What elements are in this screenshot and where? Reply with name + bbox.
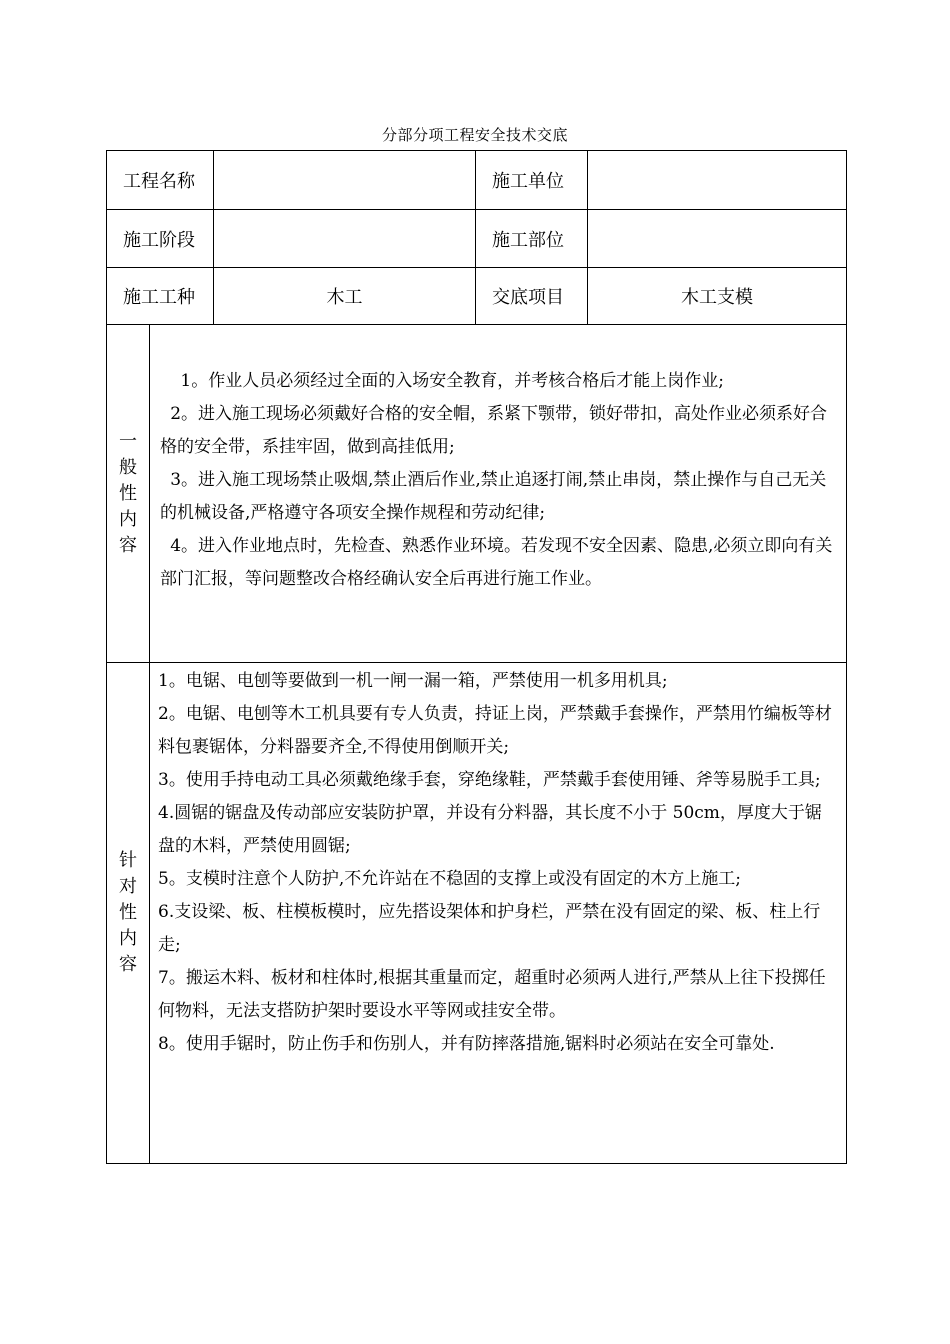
specific-item: 5。支模时注意个人防护,不允许站在不稳固的支撑上或没有固定的木方上施工;: [158, 869, 741, 889]
specific-content-label: [107, 663, 150, 1164]
row-trade: [107, 268, 847, 325]
specific-label-char: 内: [119, 928, 137, 949]
specific-item: 4.圆锯的锯盘及传动部应安装防护罩，并设有分料器，其长度不小于 50cm，厚度大于锯盘的木料，严禁使用圆锯;: [158, 803, 822, 856]
general-item: 4。进入作业地点时，先检查、熟悉作业环境。若发现不安全因素、隐患,必须立即向有关部门汇报，等问题整改合格经确认安全后再进行施工作业。: [160, 536, 833, 589]
specific-label-char: 对: [119, 876, 137, 897]
specific-item: 8。使用手锯时，防止伤手和伤别人，并有防摔落措施,锯料时必须站在安全可靠处.: [158, 1034, 775, 1054]
row-specific-content: [107, 663, 847, 1164]
specific-label-char: 容: [119, 954, 137, 975]
construction-unit-label: 施工单位: [476, 151, 588, 210]
briefing-item-label: 交底项目: [476, 268, 588, 325]
construction-part-label: 施工部位: [476, 210, 588, 268]
general-label-char: 一: [119, 430, 137, 452]
document-title: 分部分项工程安全技术交底: [381, 126, 568, 144]
specific-label-char: 针: [119, 850, 137, 871]
specific-content-body: [150, 663, 847, 1164]
general-item: 2。进入施工现场必须戴好合格的安全帽，系紧下颚带，锁好带扣，高处作业必须系好合格的安全带，系挂牢固，做到高挂低用;: [160, 404, 828, 457]
row-general-content: [107, 325, 847, 663]
general-content-label: [107, 325, 150, 663]
trade-label: 施工工种: [107, 268, 214, 325]
row-project-name: [107, 151, 847, 210]
construction-stage-value: [214, 210, 476, 268]
general-label-char: 容: [119, 534, 137, 556]
general-item: 3。进入施工现场禁止吸烟,禁止酒后作业,禁止追逐打闹,禁止串岗，禁止操作与自己无关的机械设备,严格遵守各项安全操作规程和劳动纪律;: [160, 470, 827, 523]
construction-part-value: [588, 210, 847, 268]
safety-briefing-table: [106, 150, 847, 1164]
specific-item: 6.支设梁、板、柱模板模时，应先搭设架体和护身栏，严禁在没有固定的梁、板、柱上行走;: [158, 902, 821, 955]
construction-stage-label: 施工阶段: [107, 210, 214, 268]
specific-item: 7。搬运木料、板材和柱体时,根据其重量而定，超重时必须两人进行,严禁从上往下投掷任何物料，无法支搭防护架时要设水平等网或挂安全带。: [158, 968, 826, 1021]
specific-item: 2。电锯、电刨等木工机具要有专人负责，持证上岗，严禁戴手套操作，严禁用竹编板等材料包裹锯体，分料器要齐全,不得使用倒顺开关;: [158, 704, 832, 757]
general-label-char: 般: [119, 456, 137, 478]
general-item: 1。作业人员必须经过全面的入场安全教育，并考核合格后才能上岗作业;: [180, 371, 724, 391]
specific-label-char: 性: [119, 902, 137, 923]
specific-item: 3。使用手持电动工具必须戴绝缘手套，穿绝缘鞋，严禁戴手套使用锤、斧等易脱手工具;: [158, 770, 821, 790]
general-label-char: 性: [119, 482, 137, 504]
general-label-char: 内: [119, 508, 137, 530]
general-content-body: [150, 325, 847, 663]
row-stage: [107, 210, 847, 268]
project-name-value: [214, 151, 476, 210]
project-name-label: 工程名称: [107, 151, 214, 210]
construction-unit-value: [588, 151, 847, 210]
briefing-item-value: 木工支模: [588, 268, 847, 325]
specific-item: 1。电锯、电刨等要做到一机一闸一漏一箱，严禁使用一机多用机具;: [158, 671, 668, 691]
trade-value: 木工: [214, 268, 476, 325]
